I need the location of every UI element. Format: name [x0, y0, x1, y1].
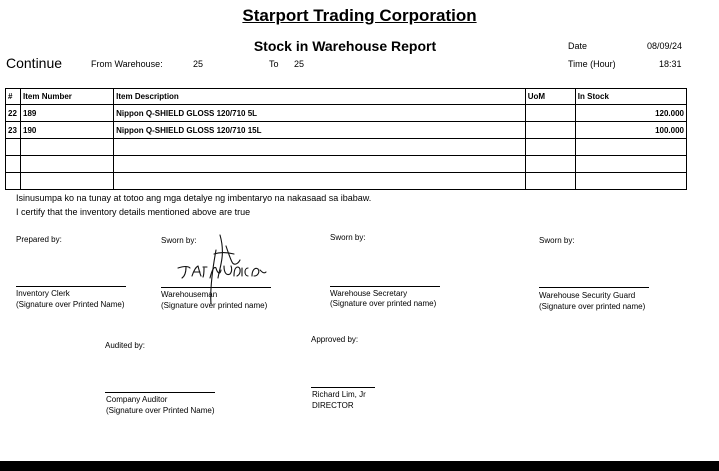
certification-tagalog: Isinusumpa ko na tunay at totoo ang mga detalye ng imbentaryo na nakasaad sa ibabaw. — [16, 193, 372, 203]
table-row-empty — [6, 139, 687, 156]
sworn-role-1: Warehouseman — [161, 290, 218, 299]
prepared-role: Inventory Clerk — [16, 289, 70, 298]
approved-role: DIRECTOR — [312, 401, 354, 410]
bottom-border — [0, 461, 719, 471]
sworn-role-3: Warehouse Security Guard — [539, 291, 636, 300]
sworn-signature-line-2 — [330, 286, 440, 287]
certification-english: I certify that the inventory details mentioned above are true — [16, 207, 251, 217]
approved-name: Richard Lim, Jr — [312, 390, 366, 399]
approved-signature-line — [311, 387, 375, 388]
time-value: 18:31 — [659, 59, 682, 69]
column-header-index: # — [6, 89, 21, 105]
row-index: 23 — [6, 122, 21, 139]
to-warehouse-label: To — [269, 59, 279, 69]
item-number: 190 — [21, 122, 114, 139]
inventory-table — [5, 88, 687, 190]
item-in-stock: 120.000 — [575, 105, 686, 122]
table-row-empty — [6, 156, 687, 173]
row-index: 22 — [6, 105, 21, 122]
audited-role: Company Auditor — [106, 395, 168, 404]
sworn-note-1: (Signature over printed name) — [161, 301, 268, 310]
table-row-empty — [6, 173, 687, 190]
handwritten-signature — [176, 232, 271, 307]
table-header-row — [6, 89, 687, 105]
prepared-by-caption: Prepared by: — [16, 235, 62, 244]
continue-button[interactable]: Continue — [6, 55, 63, 71]
sworn-signature-line-3 — [539, 287, 649, 288]
sworn-by-caption-1: Sworn by: — [161, 236, 197, 245]
audited-by-caption: Audited by: — [105, 341, 146, 350]
approved-by-caption: Approved by: — [311, 335, 359, 344]
table-row — [6, 105, 687, 122]
item-number: 189 — [21, 105, 114, 122]
item-description: Nippon Q-SHIELD GLOSS 120/710 5L — [114, 105, 526, 122]
prepared-note: (Signature over Printed Name) — [16, 300, 125, 309]
company-name: Starport Trading Corporation — [242, 6, 477, 25]
item-in-stock: 100.000 — [575, 122, 686, 139]
column-header-uom: UoM — [525, 89, 575, 105]
sworn-note-3: (Signature over printed name) — [539, 302, 646, 311]
prepared-signature-line — [16, 286, 126, 287]
column-header-in-stock: In Stock — [575, 89, 686, 105]
sworn-by-caption-2: Sworn by: — [330, 233, 366, 242]
item-description: Nippon Q-SHIELD GLOSS 120/710 15L — [114, 122, 526, 139]
column-header-item-description: Item Description — [114, 89, 526, 105]
date-label: Date — [568, 41, 588, 51]
table-row — [6, 122, 687, 139]
audited-signature-line — [105, 392, 215, 393]
from-warehouse-value: 25 — [193, 59, 204, 69]
column-header-item-number: Item Number — [21, 89, 114, 105]
audited-note: (Signature over Printed Name) — [106, 406, 215, 415]
sworn-role-2: Warehouse Secretary — [330, 289, 408, 298]
item-uom — [525, 122, 575, 139]
to-warehouse-value: 25 — [294, 59, 305, 69]
sworn-note-2: (Signature over printed name) — [330, 299, 437, 308]
report-title: Stock in Warehouse Report — [253, 38, 437, 54]
from-warehouse-label: From Warehouse: — [91, 59, 163, 69]
sworn-by-caption-3: Sworn by: — [539, 236, 575, 245]
time-label: Time (Hour) — [568, 59, 616, 69]
item-uom — [525, 105, 575, 122]
date-value: 08/09/24 — [647, 41, 683, 51]
